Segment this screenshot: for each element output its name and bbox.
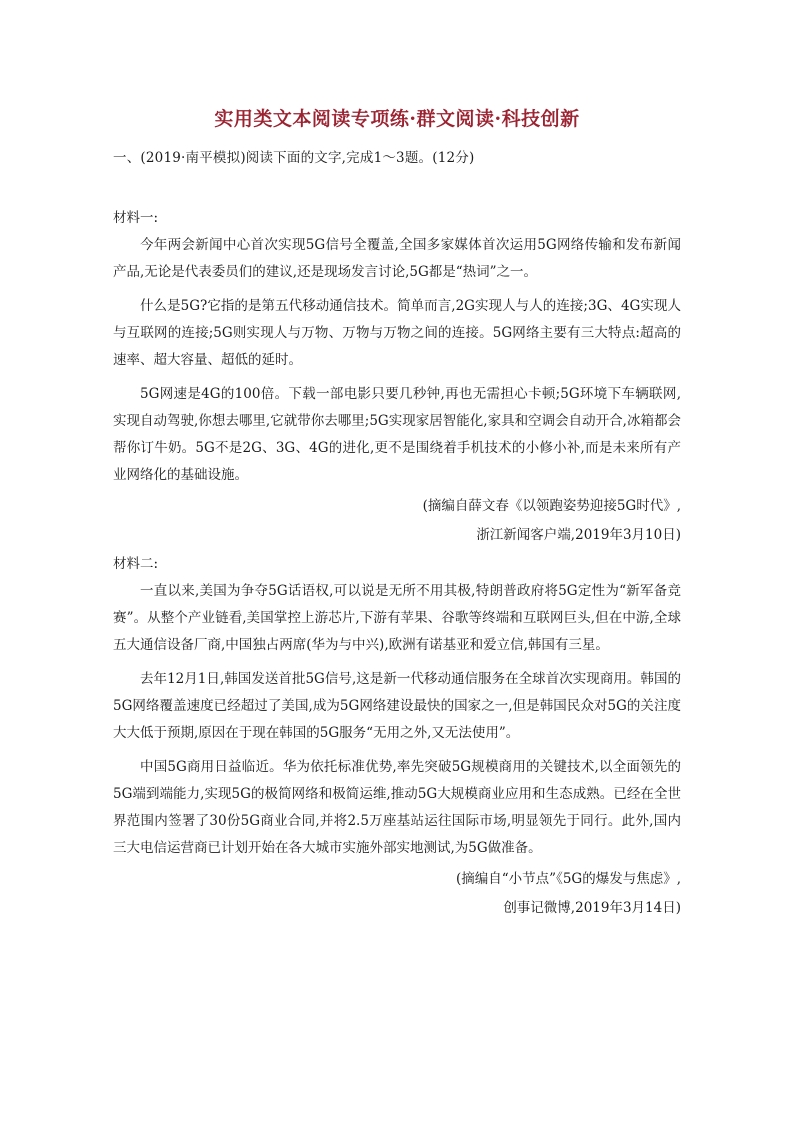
question-prompt: 一、(2019·南平模拟)阅读下面的文字,完成1～3题。(12分) xyxy=(113,150,475,166)
material-two-source-line-2: 创事记微博,2019年3月14日) xyxy=(503,900,681,916)
reading-passage xyxy=(113,205,681,924)
material-two-paragraph: 去年12月1日,韩国发送首批5G信号,这是新一代移动通信服务在全球首次实现商用。韩国的5G网络覆盖速度已经超过了美国,成为5G网络建设最快的国家之一,但是韩国民众对5G的关注度大大低于预期,原因在于现在韩国的5G服务“无用之外,又无法使用”。 xyxy=(113,671,681,741)
material-one-source-line-1: (摘编自薛文春《以领跑姿势迎接5G时代》, xyxy=(422,498,681,514)
material-one-heading: 材料一: xyxy=(113,210,159,226)
material-two-paragraph: 中国5G商用日益临近。华为依托标准优势,率先突破5G规模商用的关键技术,以全面领先的5G端到端能力,实现5G的极简网络和极简运维,推动5G大规模商业应用和生态成熟。已经在全世界范围内签署了30份5G商业合同,并将2.5万座基站运往国际市场,明显领先于同行。此外,国内三大电信运营商已计划开始在各大城市实施外部实地测试,为5G做准备。 xyxy=(113,759,681,856)
material-one-paragraph: 什么是5G?它指的是第五代移动通信技术。简单而言,2G实现人与人的连接;3G、4G实现人与互联网的连接;5G则实现人与万物、万物与万物之间的连接。5G网络主要有三大特点:超高的速率、超大容量、超低的延时。 xyxy=(113,298,681,368)
page-title: 实用类文本阅读专项练·群文阅读·科技创新 xyxy=(214,108,580,130)
material-one-paragraph: 今年两会新闻中心首次实现5G信号全覆盖,全国多家媒体首次运用5G网络传输和发布新闻产品,无论是代表委员们的建议,还是现场发言讨论,5G都是“热词”之一。 xyxy=(113,237,681,280)
material-one-paragraph: 5G网速是4G的100倍。下载一部电影只要几秒钟,再也无需担心卡顿;5G环境下车辆联网,实现自动驾驶,你想去哪里,它就带你去哪里;5G实现家居智能化,家具和空调会自动开合,冰箱都会帮你订牛奶。5G不是2G、3G、4G的进化,更不是围绕着手机技术的小修小补,而是未来所有产业网络化的基础设施。 xyxy=(113,386,681,483)
material-two-paragraph: 一直以来,美国为争夺5G话语权,可以说是无所不用其极,特朗普政府将5G定性为“新军备竞赛”。从整个产业链看,美国掌控上游芯片,下游有苹果、谷歌等终端和互联网巨头,但在中游,全球五大通信设备厂商,中国独占两席(华为与中兴),欧洲有诺基亚和爱立信,韩国有三星。 xyxy=(113,583,681,653)
material-one-source-line-2: 浙江新闻客户端,2019年3月10日) xyxy=(476,527,681,543)
material-two-source-line-1: (摘编自“小节点”《5G的爆发与焦虑》, xyxy=(456,871,681,887)
material-two-heading: 材料二: xyxy=(113,556,159,572)
